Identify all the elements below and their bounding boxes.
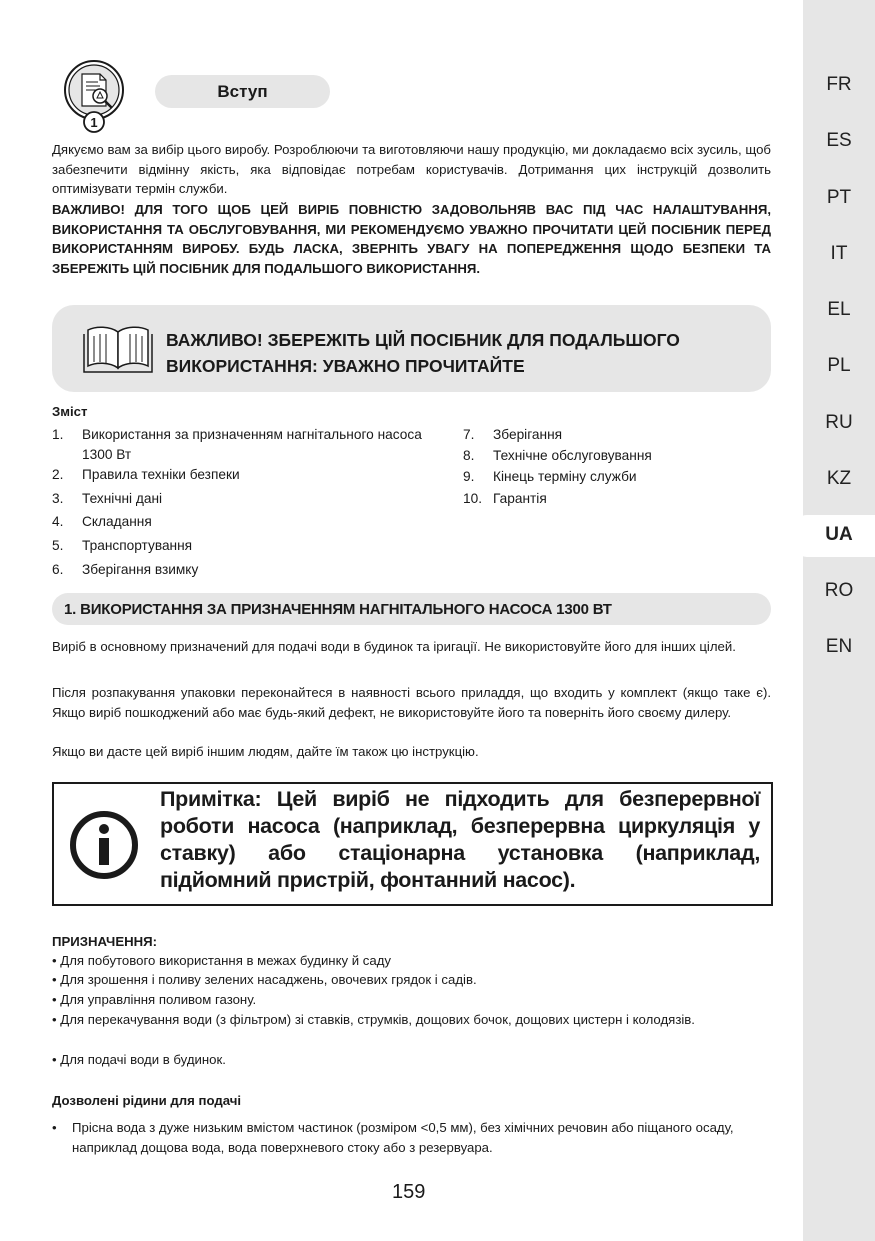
important-line-2: ВИКОРИСТАННЯ: УВАЖНО ПРОЧИТАЙТЕ xyxy=(166,356,525,376)
document-inspection-icon xyxy=(62,58,126,134)
toc-item-num: 9. xyxy=(463,469,475,484)
lang-ro[interactable]: RO xyxy=(824,580,854,601)
info-icon xyxy=(68,809,140,881)
toc-item-num: 1. xyxy=(52,427,64,442)
lang-ru[interactable]: RU xyxy=(825,412,853,433)
section-1-paragraph-2: Після розпакування упаковки переконайтеся в наявності всього приладдя, що входить у комплект (якщо таке є). Якщо виріб пошкоджений або має будь-який дефект, не використовуйте його та поверніть його своєму дилеру. xyxy=(52,685,771,720)
lang-pl[interactable]: PL xyxy=(827,355,851,376)
toc-item-num: 4. xyxy=(52,514,64,529)
toc-item-label: Зберігання взимку xyxy=(82,562,199,577)
fluids-bullet: • xyxy=(52,1120,57,1135)
toc-item-num: 5. xyxy=(52,538,64,553)
toc-item-label: Кінець терміну служби xyxy=(493,469,637,484)
intro-title: Вступ xyxy=(155,75,330,108)
purpose-item: • Для управління поливом газону. xyxy=(52,992,257,1007)
toc-item-label: Правила техніки безпеки xyxy=(82,467,240,482)
toc-item-label: Зберігання xyxy=(493,427,563,442)
page-number: 159 xyxy=(392,1181,426,1203)
purpose-title: ПРИЗНАЧЕННЯ: xyxy=(52,934,158,949)
note-text: Примітка: Цей виріб не підходить для безперервної роботи насоса (наприклад, безперервна циркуляція у ставку) або стаціонарна установка (наприклад, підйомний пристрій, фонтанний насос). xyxy=(160,787,760,892)
toc-item-num: 3. xyxy=(52,491,64,506)
toc-item-label: Транспортування xyxy=(82,538,193,553)
lang-pt[interactable]: PT xyxy=(826,187,852,208)
section-1-paragraph-1: Виріб в основному призначений для подачі води в будинок та іригації. Не використовуйте його для інших цілей. xyxy=(52,639,736,654)
toc-item-label: Складання xyxy=(82,514,152,529)
intro-paragraph: Дякуємо вам за вибір цього виробу. Розроблюючи та виготовляючи нашу продукцію, ми докладаємо всіх зусиль, щоб забезпечити відмінну якість, яка відповідає потребам користувачів. Дотримання цих інструкцій дозволить оптимізувати термін служби. xyxy=(52,142,771,196)
open-book-icon xyxy=(82,322,154,374)
important-line-1: ВАЖЛИВО! ЗБЕРЕЖІТЬ ЦІЙ ПОСІБНИК ДЛЯ ПОДАЛЬШОГО xyxy=(166,330,680,350)
toc-item-num: 2. xyxy=(52,467,64,482)
section-1-title: 1. ВИКОРИСТАННЯ ЗА ПРИЗНАЧЕННЯМ НАГНІТАЛЬНОГО НАСОСА 1300 ВТ xyxy=(64,601,612,618)
toc-item-1 xyxy=(52,425,432,465)
important-text xyxy=(166,327,756,379)
fluids-item: Прісна вода з дуже низьким вмістом частинок (розміром <0,5 мм), без хімічних речовин або піщаного осаду, наприклад дощова вода, вода поверхневого стоку або з резервуара. xyxy=(72,1120,734,1155)
section-1-paragraph-3: Якщо ви дасте цей виріб іншим людям, дайте їм також цю інструкцію. xyxy=(52,744,479,759)
toc-item-num: 10. xyxy=(463,491,483,506)
lang-kz[interactable]: KZ xyxy=(826,468,852,489)
lang-fr[interactable]: FR xyxy=(826,74,852,95)
lang-en[interactable]: EN xyxy=(825,636,853,657)
purpose-item: • Для побутового використання в межах будинку й саду xyxy=(52,953,392,968)
fluids-title: Дозволені рідини для подачі xyxy=(52,1093,242,1108)
toc-item-label: Технічне обслуговування xyxy=(493,448,652,463)
purpose-item: • Для подачі води в будинок. xyxy=(52,1052,226,1067)
lang-ua[interactable]: UA xyxy=(825,524,853,545)
toc-item-num: 7. xyxy=(463,427,475,442)
purpose-item: • Для перекачування води (з фільтром) зі ставків, струмків, дощових бочок, дощових цистерн і колодязів. xyxy=(52,1012,695,1027)
language-sidebar xyxy=(803,0,875,1241)
toc-item-num: 8. xyxy=(463,448,475,463)
lang-es[interactable]: ES xyxy=(826,130,852,151)
toc-item-label: Використання за призначенням нагнітального насоса 1300 Вт xyxy=(82,427,422,462)
purpose-item: • Для зрошення і поливу зелених насаджень, овочевих грядок і садів. xyxy=(52,972,477,987)
intro-warning: ВАЖЛИВО! ДЛЯ ТОГО ЩОБ ЦЕЙ ВИРІБ ПОВНІСТЮ ЗАДОВОЛЬНЯВ ВАС ПІД ЧАС НАЛАШТУВАННЯ, ВИКОРИСТАННЯ ТА ОБСЛУГОВУВАННЯ, МИ РЕКОМЕНДУЄМО УВАЖНО ПРОЧИТАТИ ЦЕЙ ПОСІБНИК ПЕРЕД ВИКОРИСТАННЯМ ВИРОБУ. БУДЬ ЛАСКА, ЗВЕРНІТЬ УВАГУ НА ПОПЕРЕДЖЕННЯ ЩОДО БЕЗПЕКИ ТА ЗБЕРЕЖІТЬ ЦІЙ ПОСІБНИК ДЛЯ ПОДАЛЬШОГО ВИКОРИСТАННЯ. xyxy=(52,202,771,276)
lang-it[interactable]: IT xyxy=(830,243,848,264)
toc-item-label: Технічні дані xyxy=(82,491,163,506)
intro-badge-number: 1 xyxy=(90,115,98,130)
toc-item-label: Гарантія xyxy=(493,491,547,506)
lang-el[interactable]: EL xyxy=(827,299,851,320)
toc-item-num: 6. xyxy=(52,562,64,577)
toc-title: Зміст xyxy=(52,404,88,419)
